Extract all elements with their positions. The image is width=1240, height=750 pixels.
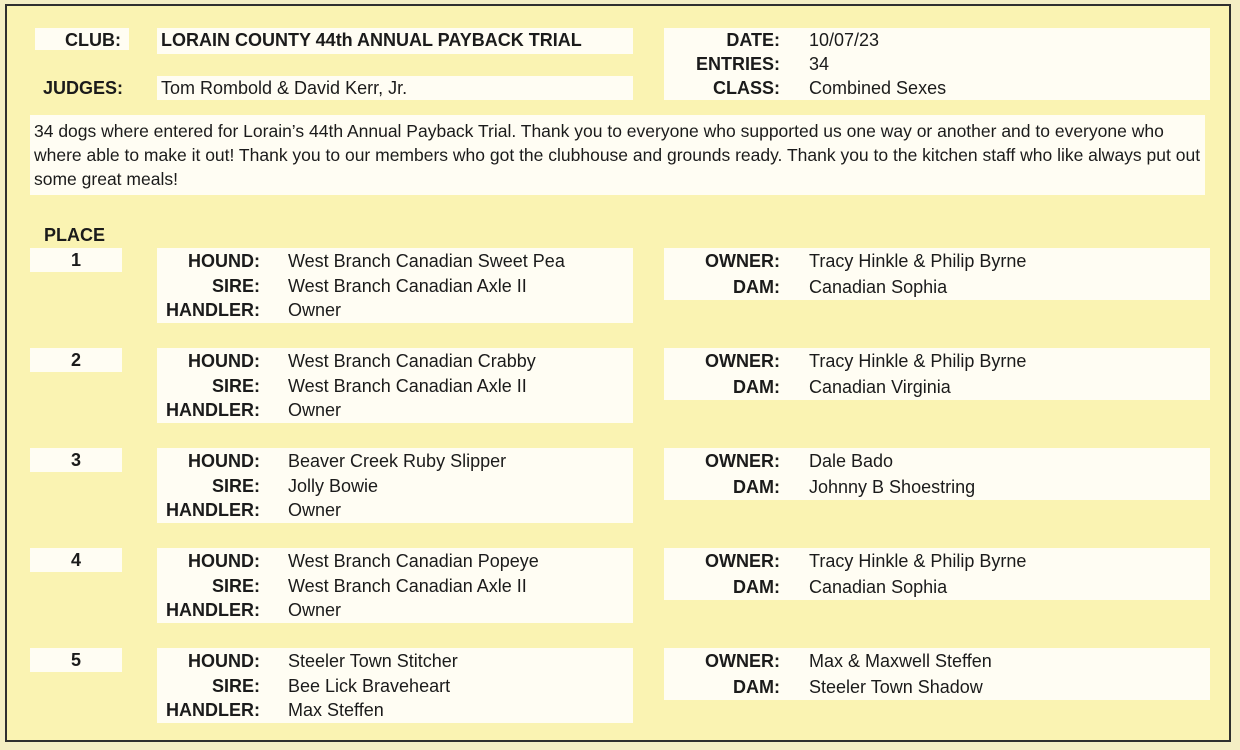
dam-label: DAM: (733, 477, 780, 497)
place-number: 1 (30, 248, 122, 272)
club-value: LORAIN COUNTY 44th ANNUAL PAYBACK TRIAL (161, 30, 582, 50)
owner-label: OWNER: (705, 451, 780, 471)
owner-name: Dale Bado (809, 451, 894, 471)
owner-label: OWNER: (705, 351, 780, 371)
place-number: 3 (30, 448, 122, 472)
hound-label: HOUND: (188, 451, 260, 471)
dam-label: DAM: (733, 677, 780, 697)
handler-name: Owner (288, 600, 342, 620)
hound-name: West Branch Canadian Crabby (288, 351, 536, 371)
date-value: 10/07/23 (809, 30, 880, 50)
handler-label: HANDLER: (166, 700, 260, 720)
date-label: DATE: (726, 30, 780, 50)
handler-label: HANDLER: (166, 600, 260, 620)
entries-value: 34 (809, 54, 830, 74)
dam-name: Canadian Virginia (809, 377, 951, 397)
owner-label: OWNER: (705, 251, 780, 271)
hound-label: HOUND: (188, 251, 260, 271)
hound-name: Steeler Town Stitcher (288, 651, 458, 671)
owner-name: Tracy Hinkle & Philip Byrne (809, 551, 1027, 571)
sire-name: West Branch Canadian Axle II (288, 276, 527, 296)
owner-label: OWNER: (705, 551, 780, 571)
owner-name: Max & Maxwell Steffen (809, 651, 992, 671)
sire-name: West Branch Canadian Axle II (288, 576, 527, 596)
handler-name: Owner (288, 500, 342, 520)
dam-name: Canadian Sophia (809, 577, 948, 597)
owner-name: Tracy Hinkle & Philip Byrne (809, 251, 1027, 271)
place-number: 5 (30, 648, 122, 672)
sire-label: SIRE: (211, 576, 260, 596)
handler-name: Owner (288, 300, 342, 320)
hound-label: HOUND: (188, 351, 260, 371)
hound-name: West Branch Canadian Popeye (288, 551, 539, 571)
place-number: 4 (30, 548, 122, 572)
dam-label: DAM: (733, 577, 780, 597)
handler-label: HANDLER: (166, 500, 260, 520)
sire-label: SIRE: (211, 376, 260, 396)
judges-label: JUDGES: (42, 78, 123, 98)
dam-name: Steeler Town Shadow (809, 677, 983, 697)
judges-value: Tom Rombold & David Kerr, Jr. (161, 78, 408, 98)
dam-label: DAM: (733, 277, 780, 297)
hound-name: Beaver Creek Ruby Slipper (288, 451, 507, 471)
handler-label: HANDLER: (166, 400, 260, 420)
owner-label: OWNER: (705, 651, 780, 671)
sire-name: Jolly Bowie (288, 476, 379, 496)
hound-label: HOUND: (188, 551, 260, 571)
sire-name: Bee Lick Braveheart (288, 676, 451, 696)
class-value: Combined Sexes (809, 78, 947, 98)
entries-label: ENTRIES: (695, 54, 780, 74)
hound-label: HOUND: (188, 651, 260, 671)
class-label: CLASS: (713, 78, 780, 98)
handler-label: HANDLER: (166, 300, 260, 320)
owner-name: Tracy Hinkle & Philip Byrne (809, 351, 1027, 371)
place-header: PLACE (44, 225, 106, 245)
intro-paragraph: 34 dogs where entered for Lorain’s 44th Annual Payback Trial. Thank you to everyone who supported us one way or another and to everyone who where able to make it out! Thank you to our members who got the clubhouse and grounds ready. Thank you to the kitchen staff who like always put out some great meals! (30, 115, 1205, 195)
place-number: 2 (30, 348, 122, 372)
sire-name: West Branch Canadian Axle II (288, 376, 527, 396)
handler-name: Owner (288, 400, 342, 420)
sire-label: SIRE: (211, 476, 260, 496)
handler-name: Max Steffen (288, 700, 384, 720)
sire-label: SIRE: (211, 676, 260, 696)
dam-name: Johnny B Shoestring (809, 477, 976, 497)
dam-name: Canadian Sophia (809, 277, 948, 297)
dam-label: DAM: (733, 377, 780, 397)
club-label: CLUB: (65, 30, 121, 50)
hound-name: West Branch Canadian Sweet Pea (288, 251, 565, 271)
sire-label: SIRE: (211, 276, 260, 296)
